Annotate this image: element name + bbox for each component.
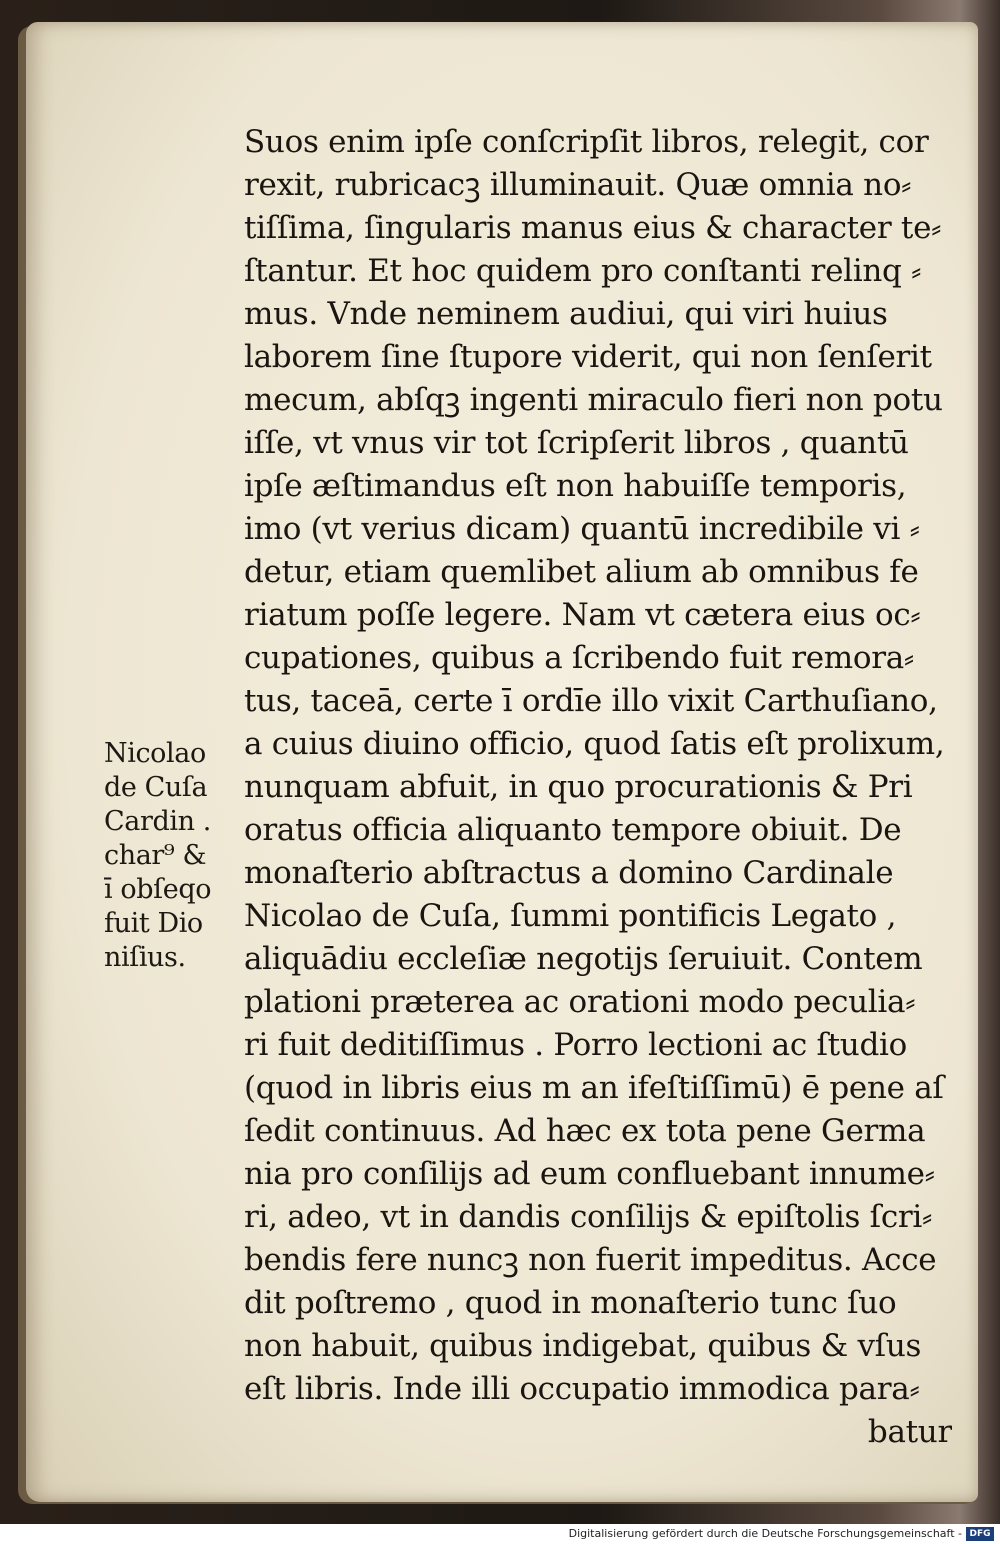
footer-bar — [0, 1524, 1000, 1544]
text-line: monaſterio abſtractus a domino Cardinale — [244, 855, 894, 891]
text-line: a cuius diuino officio, quod ſatis eſt prolixum, — [244, 726, 945, 762]
text-line: tus, taceā, certe ī ordīe illo vixit Carthuſiano, — [244, 683, 938, 719]
marginal-note-line: Nicolao — [104, 738, 206, 769]
text-line: (quod in libris eius m an ifeſtiſſimū) ē pene aſ — [244, 1070, 944, 1106]
text-line: mecum, abſqꝫ ingenti miraculo fieri non potu — [244, 382, 943, 418]
text-line: Suos enim ipſe conſcripſit libros, relegit, cor — [244, 124, 929, 160]
text-line: eſt libris. Inde illi occupatio immodica para⸗ — [244, 1371, 920, 1407]
text-line: nunquam abfuit, in quo procurationis & Pri — [244, 769, 913, 805]
text-line: rexit, rubricacꝫ illuminauit. Quæ omnia no⸗ — [244, 167, 912, 203]
text-line: Nicolao de Cuſa, ſummi pontificis Legato , — [244, 898, 897, 934]
text-line: tiſſima, ſingularis manus eius & character te⸗ — [244, 210, 942, 246]
text-line: mus. Vnde neminem audiui, qui viri huius — [244, 296, 888, 332]
dfg-logo-icon: DFG — [966, 1527, 994, 1541]
text-line: cupationes, quibus a ſcribendo fuit remora⸗ — [244, 640, 914, 676]
text-line: ri fuit deditiſſimus . Porro lectioni ac ſtudio — [244, 1027, 907, 1063]
text-line: ſedit continuus. Ad hæc ex tota pene Germa — [244, 1113, 926, 1149]
text-line: iſſe, vt vnus vir tot ſcripſerit libros , quantū — [244, 425, 909, 461]
marginal-note-line: ī obſeqo — [104, 874, 212, 905]
marginal-note-line: Cardin . — [104, 806, 211, 837]
catchword: batur — [867, 1414, 952, 1450]
text-line: laborem ſine ſtupore viderit, qui non ſenſerit — [244, 339, 932, 375]
text-line: non habuit, quibus indigebat, quibus & vſus — [244, 1328, 922, 1364]
funding-credit: Digitalisierung gefördert durch die Deutsche Forschungsgemeinschaft - — [568, 1527, 962, 1540]
marginal-note-line: niſius. — [104, 942, 186, 973]
text-line: aliquādiu eccleſiæ negotijs ſeruiuit. Contem — [244, 941, 923, 977]
marginal-note-line: de Cuſa — [104, 772, 208, 803]
text-line: ipſe æſtimandus eſt non habuiſſe temporis, — [244, 468, 907, 504]
text-line: oratus officia aliquanto tempore obiuit. De — [244, 812, 902, 848]
text-line: ſtantur. Et hoc quidem pro conſtanti relinq ⸗ — [244, 253, 922, 289]
book-page — [26, 22, 978, 1502]
marginal-note-line: char⁹ & — [104, 840, 207, 871]
text-line: plationi præterea ac orationi modo peculia⸗ — [244, 984, 916, 1020]
text-line: nia pro conſilijs ad eum confluebant innume⸗ — [244, 1156, 935, 1192]
text-line: ri, adeo, vt in dandis conſilijs & epiſtolis ſcri⸗ — [244, 1199, 933, 1235]
text-line: detur, etiam quemlibet alium ab omnibus fe — [244, 554, 919, 590]
text-line: imo (vt verius dicam) quantū incredibile vi ⸗ — [244, 511, 920, 547]
text-line: riatum poſſe legere. Nam vt cætera eius oc⸗ — [244, 597, 921, 633]
text-line: bendis fere nuncꝫ non fuerit impeditus. Acce — [244, 1242, 937, 1278]
marginal-note-line: fuit Dio — [104, 908, 203, 939]
text-line: dit poſtremo , quod in monaſterio tunc ſuo — [244, 1285, 897, 1321]
